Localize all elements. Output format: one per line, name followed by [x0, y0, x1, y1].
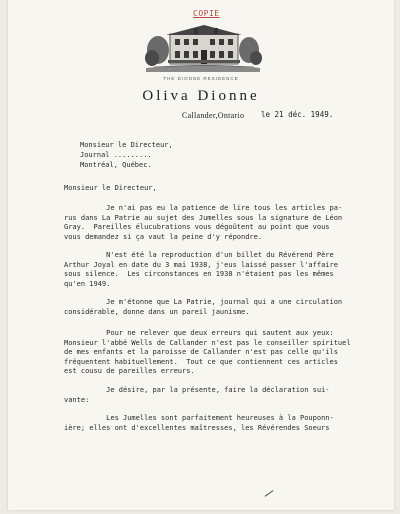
pen-mark: [265, 490, 274, 497]
paragraph-3: Je m'étonne que La Patrie, journal qui a une circulation considérable, donne dans un pareil jaunisme.: [64, 298, 343, 316]
sender-location: Callander,Ontario: [182, 111, 245, 120]
sender-name: Oliva Dionne: [142, 88, 260, 104]
paragraph-4: Pour ne relever que deux erreurs qui sautent aux yeux: Monsieur l'abbé Wells de Callander n'est pas le conseiller spirituel de mes enfants et la paroisse de Callander n'est pas celle qu'ils fréquentent habituellement. Tout ce que contiennent ces articles est cousu de pareilles erreurs.: [64, 329, 351, 375]
address-line-3: Montréal, Québec.: [80, 161, 152, 169]
residence-caption: THE DIONNE RESIDENCE: [163, 76, 239, 81]
residence-illustration: [144, 20, 262, 72]
paragraph-6: Les Jumelles sont parfaitement heureuses à la Pouponn- ière; elles ont d'excellentes maîtresses, les Révérendes Soeurs: [64, 414, 334, 432]
paragraph-5: Je désire, par la présente, faire la déclaration sui- vante:: [64, 386, 330, 404]
address-line-1: Monsieur le Directeur,: [80, 141, 173, 149]
letter-page: [8, 0, 394, 510]
salutation: Monsieur le Directeur,: [64, 184, 157, 192]
paragraph-1: Je n'ai pas eu la patience de lire tous les articles pa- rus dans La Patrie au sujet des Jumelles sous la signature de Léon Gray. Pareilles élucubrations vous dégoûtent au point que vous vous demandez si ça vaut la peine d'y répondre.: [64, 204, 343, 241]
paragraph-2: N'est été la reproduction d'un billet du Révérend Père Arthur Joyal en date du 3 mai 1938, j'eus laissé passer l'affaire sous silence. Les circonstances en 1938 n'étaient pas les mêmes qu'en 1949.: [64, 251, 338, 288]
copy-stamp: COPIE: [193, 9, 220, 18]
address-line-2: Journal .........: [80, 151, 152, 159]
letter-date: le 21 déc. 1949.: [261, 110, 334, 119]
